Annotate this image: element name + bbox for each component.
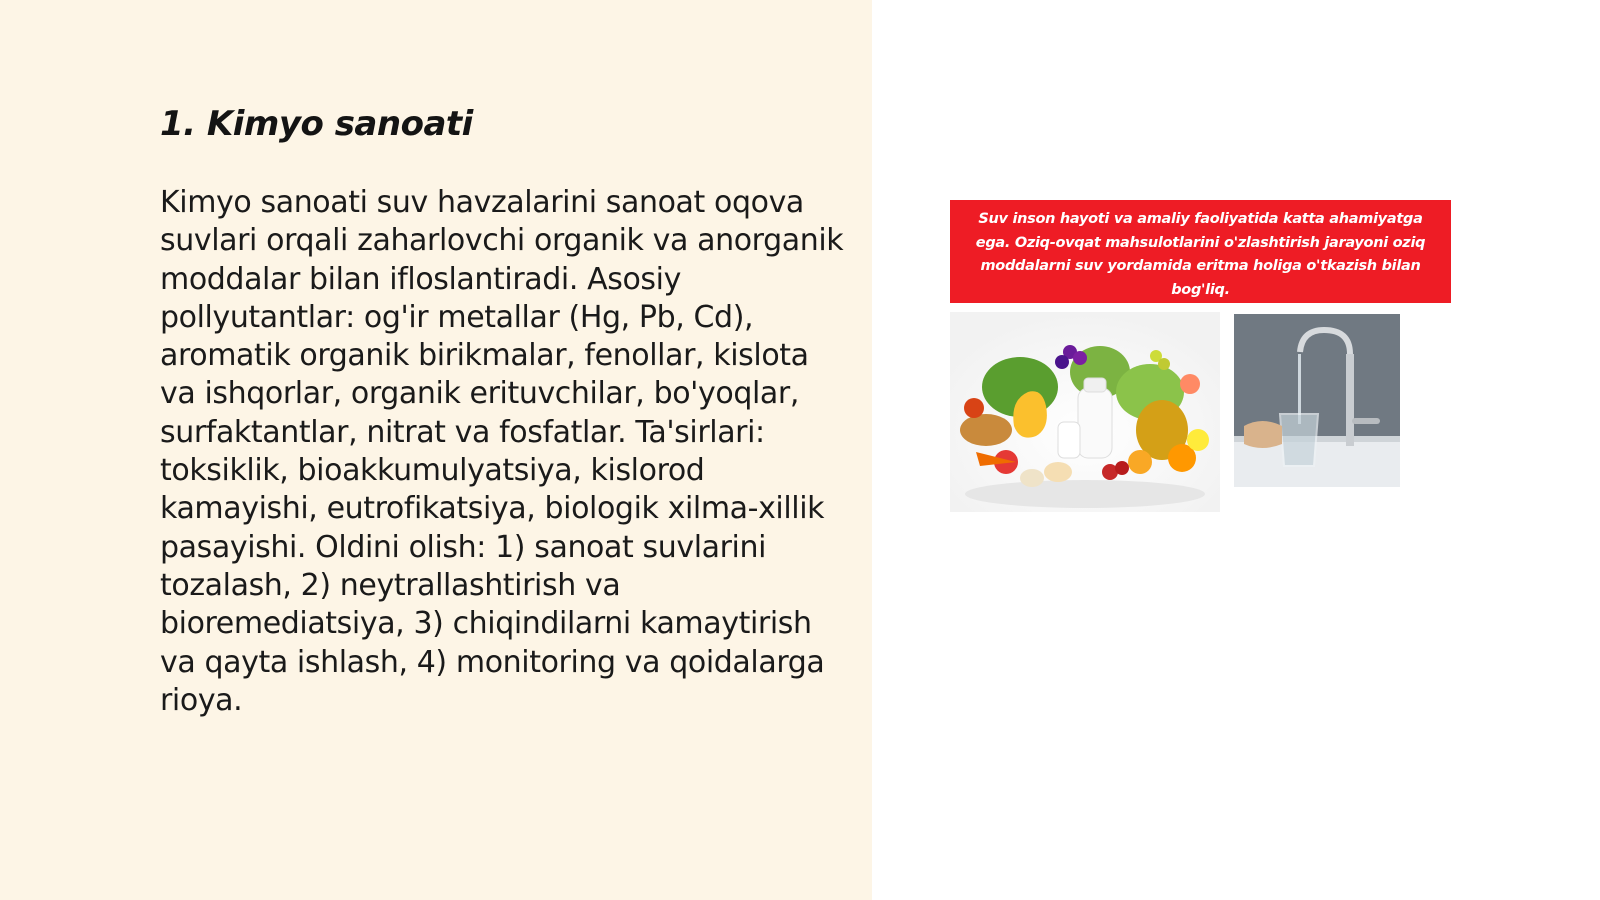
image-caption: Suv inson hayoti va amaliy faoliyatida katta ahamiyatga ega. Oziq-ovqat mahsulotlarini o'zlashtirish jarayoni oziq moddalarni suv yordamida eritma holiga o'tkazish bilan bog'liq.	[975, 211, 1426, 298]
food-products-icon	[950, 312, 1220, 512]
slide-body-text: Kimyo sanoati suv havzalarini sanoat oqova suvlari orqali zaharlovchi organik va anorganik moddalar bilan ifloslantiradi. Asosiy pollyutantlar: og'ir metallar (Hg, Pb, Cd), aromatik organik birikmalar, fenollar, kislota va ishqorlar, organik erituvchilar, bo'yoqlar, surfaktantlar, nitrat va fosfatlar. Ta'sirlari: toksiklik, bioakkumulyatsiya, kislorod kamayishi, eutrofikatsiya, biologik xilma-xillik pasayishi. Oldini olish: 1) sanoat suvlarini tozalash, 2) neytrallashtirish va bioremediatsiya, 3) chiqindilarni kamaytirish va qayta ishlash, 4) monitoring va qoidalarga rioya.	[160, 185, 844, 718]
figure-image	[950, 200, 1451, 512]
water-tap-svg	[1234, 314, 1400, 487]
image-caption-box	[950, 200, 1451, 303]
water-tap-glass-icon	[1234, 314, 1400, 487]
slide-title: 1. Kimyo sanoati	[160, 104, 473, 144]
